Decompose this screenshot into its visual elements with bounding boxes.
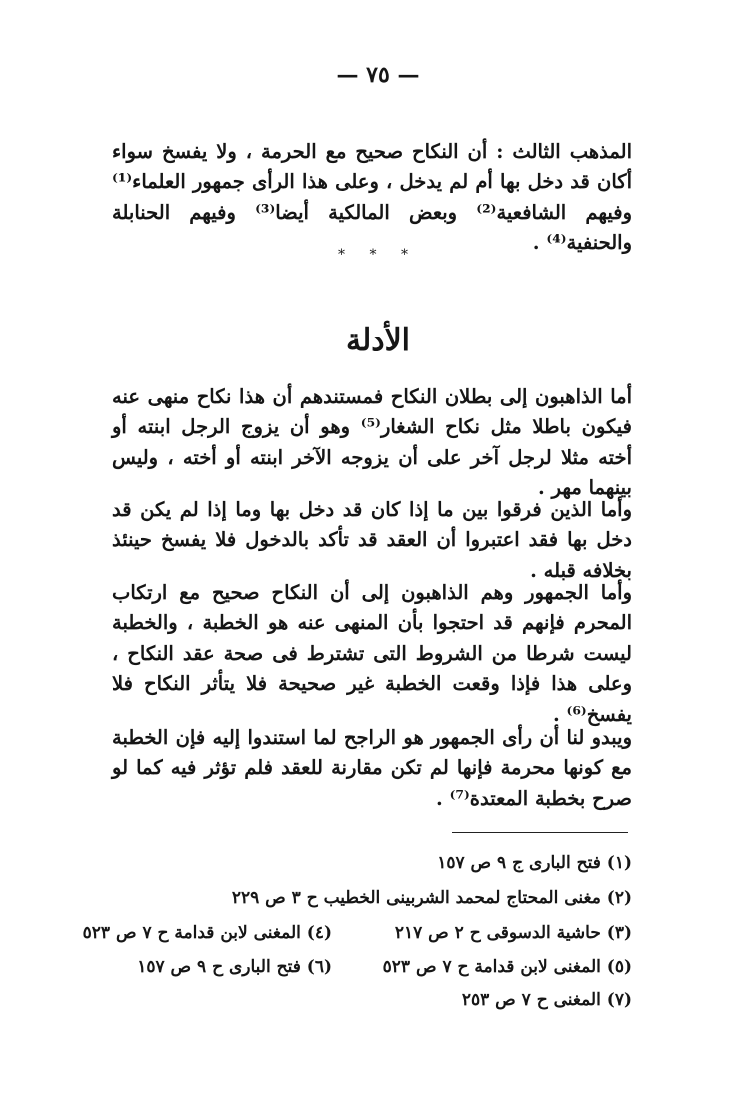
footnote-2: (٢) مغنى المحتاج لمحمد الشربينى الخطيب ح ٣ ص ٢٢٩ bbox=[231, 888, 632, 908]
section-separator: * * * bbox=[338, 247, 418, 263]
footnote-4: (٤) المغنى لابن قدامة ح ٧ ص ٥٢٣ bbox=[82, 923, 332, 943]
author-opinion-paragraph: ويبدو لنا أن رأى الجمهور هو الراجح لما استندوا إليه فإن الخطبة مع كونها محرمة فإنها لم تكن مقارنة للعقد فلم تؤثر فيه كما لو صرح بخطبة المعتدة⁽⁷⁾ . bbox=[112, 725, 632, 810]
evidence-second-paragraph: وأما الذين فرقوا بين ما إذا كان قد دخل بها وما إذا لم يكن قد دخل بها فقد اعتبروا أن العقد قد تأكد بالدخول فلا يفسخ حينئذ بخلافه قبله . bbox=[112, 497, 632, 582]
evidence-first-paragraph: أما الذاهبون إلى بطلان النكاح فمستندهم أن هذا نكاح منهى عنه فيكون باطلا مثل نكاح الشغار⁽⁵⁾ وهو أن يزوج الرجل ابنته أو أخته مثلا لرجل آخر على أن يزوجه الآخر ابنته أو أخته ، وليس بينهما مهر . bbox=[112, 384, 633, 499]
third-school-paragraph: المذهب الثالث : أن النكاح صحيح مع الحرمة ، ولا يفسخ سواء أكان قد دخل بها أم لم يدخل ، وعلى هذا الرأى جمهور العلماء⁽¹⁾ وفيهم الشافعية⁽²⁾ وبعض المالكية أيضا⁽³⁾ وفيهم الحنابلة والحنفية⁽⁴⁾ . bbox=[112, 139, 632, 254]
footnote-6: (٦) فتح البارى ح ٩ ص ١٥٧ bbox=[137, 957, 332, 977]
footnote-5: (٥) المغنى لابن قدامة ح ٧ ص ٥٢٣ bbox=[382, 957, 632, 977]
footnote-divider bbox=[452, 832, 628, 833]
footnote-3: (٣) حاشية الدسوقى ح ٢ ص ٢١٧ bbox=[394, 923, 632, 943]
footnote-1: (١) فتح البارى ج ٩ ص ١٥٧ bbox=[437, 853, 632, 873]
section-heading: الأدلة bbox=[345, 322, 411, 358]
evidence-third-paragraph: وأما الجمهور وهم الذاهبون إلى أن النكاح صحيح مع ارتكاب المحرم فإنهم قد احتجوا بأن المنهى عنه هو الخطبة ، والخطبة ليست شرطا من الشروط التى تشترط فى صحة عقد النكاح ، وعلى هذا فإذا وقعت الخطبة غير صحيحة فلا يتأثر النكاح فلا يفسخ⁽⁶⁾ . bbox=[112, 580, 632, 726]
page-number: — ٧٥ — bbox=[336, 62, 420, 88]
footnote-7: (٧) المغنى ح ٧ ص ٢٥٣ bbox=[461, 990, 632, 1010]
